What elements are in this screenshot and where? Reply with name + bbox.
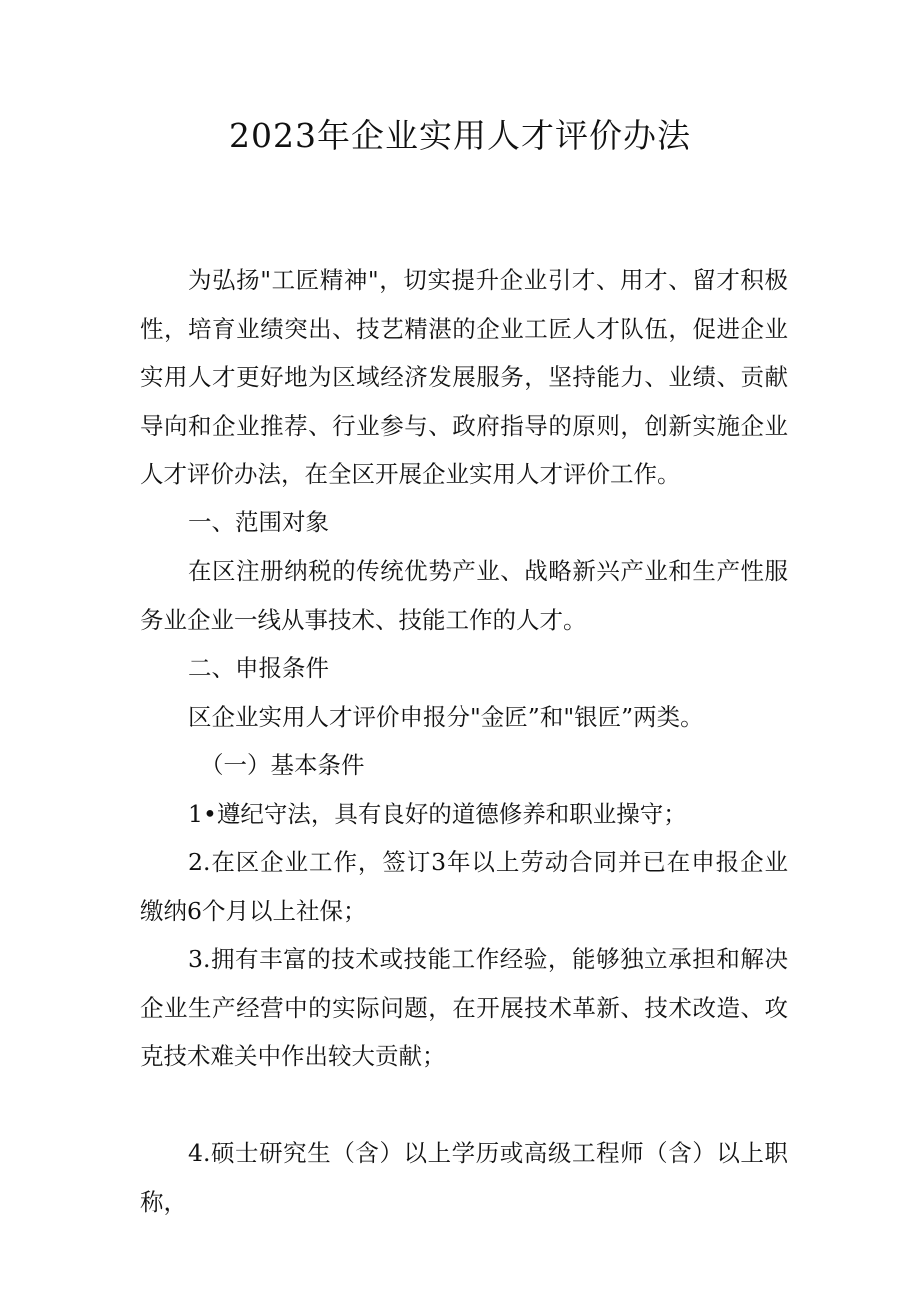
condition-item-3: 3.拥有丰富的技术或技能工作经验，能够独立承担和解决企业生产经营中的实际问题，在开展技术革新、技术改造、攻克技术难关中作出较大贡献； (140, 945, 788, 1070)
condition-item-1: 1•遵纪守法，具有良好的道德修养和职业操守； (188, 800, 687, 828)
intro-paragraph: 为弘扬"工匠精神"，切实提升企业引才、用才、留才积极性，培育业绩突出、技艺精湛的企业工匠人才队伍，促进企业实用人才更好地为区域经济发展服务，坚持能力、业绩、贡献导向和企业推荐、行业参与、政府指导的原则，创新实施企业人才评价办法，在全区开展企业实用人才评价工作。 (140, 266, 788, 488)
section-conditions-text: 区企业实用人才评价申报分"金匠”和"银匠”两类。 (188, 703, 704, 731)
section-scope-text: 在区注册纳税的传统优势产业、战略新兴产业和生产性服务业企业一线从事技术、技能工作的人才。 (140, 557, 788, 634)
section-heading-conditions: 二、申报条件 (188, 654, 329, 682)
section-heading-scope: 一、范围对象 (188, 508, 329, 536)
condition-item-4: 4.硕士研究生（含）以上学历或高级工程师（含）以上职称， (140, 1139, 788, 1216)
condition-item-2: 2.在区企业工作，签订3年以上劳动合同并已在申报企业缴纳6个月以上社保； (140, 848, 788, 925)
document-title: 2023年企业实用人才评价办法 (229, 116, 691, 155)
subsection-heading-basic: （一）基本条件 (200, 751, 365, 779)
